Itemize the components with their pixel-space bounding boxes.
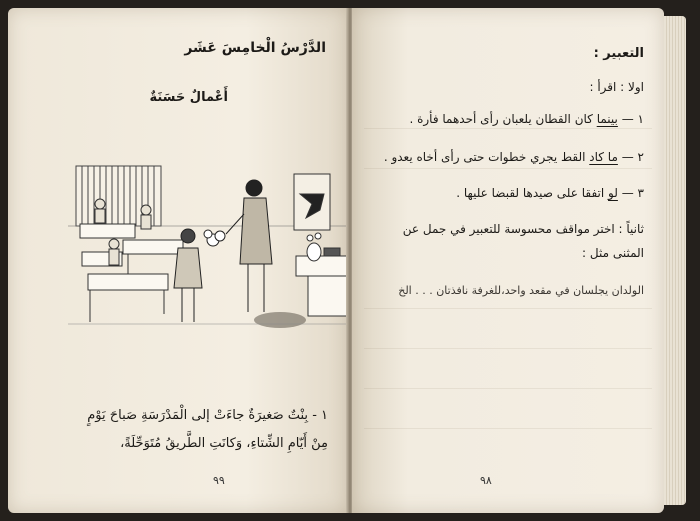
paragraph-line-1 <box>87 408 328 423</box>
rug <box>254 312 306 328</box>
underlined-word: بينما <box>596 112 618 126</box>
wall-poster <box>294 174 330 230</box>
example-sentence: الولدان يجلسان في مقعد واحد،للغرفة نافذتان . . . الخ <box>398 284 644 297</box>
lesson-title: الدَّرْسُ الْخامِسَ عَشَر <box>184 40 326 56</box>
item-number: ٢ — <box>621 150 644 164</box>
item-number: ١ — <box>621 112 644 126</box>
right-page <box>352 8 664 513</box>
teacher-desk <box>296 248 348 316</box>
underlined-word: ما كاد <box>589 150 618 164</box>
paragraph-text-1: بِنْتٌ صَغيرَةٌ جاءَتْ إلى الْمَدْرَسَةِ صَباحَ يَوْمٍ <box>87 408 309 423</box>
desks <box>80 224 183 322</box>
left-page <box>8 8 348 513</box>
teacher <box>226 180 272 312</box>
exercise-heading: التعبير : <box>593 46 644 61</box>
vase <box>307 233 321 261</box>
underlined-word: لو <box>608 186 618 200</box>
second-exercise-line-1: ثانياً : اختر مواقف محسوسة للتعبير في جمل عن <box>402 222 644 236</box>
item-text: القط يجري خطوات حتى رأى أخاه يعدو . <box>383 150 590 164</box>
page-number-left: ٩٩ <box>213 474 225 487</box>
item-text: كان القطان يلعبان رأى أحدهما فأرة . <box>409 112 597 126</box>
page-edges <box>664 16 686 505</box>
paragraph-line-2: مِنْ أَيّامِ الشِّتاءِ، وَكانَتِ الطَّريقُ مُتَوَحِّلَةً، <box>120 436 328 451</box>
classroom-illustration <box>68 164 348 344</box>
second-exercise-line-2: المثنى مثل : <box>582 246 644 260</box>
lesson-subtitle: أَعْمالٌ حَسَنَةٌ <box>149 90 228 105</box>
item-text: اتفقا على صيدها لقبضا عليها . <box>456 186 609 200</box>
item-number: ٣ — <box>621 186 644 200</box>
page-number-right: ٩٨ <box>480 474 492 487</box>
first-exercise-label: اولا : اقرأ : <box>589 80 644 94</box>
exercise-item-3 <box>456 186 644 200</box>
paragraph-number: ١ - <box>312 408 328 423</box>
exercise-item-1 <box>409 112 644 126</box>
exercise-item-2 <box>384 150 644 164</box>
